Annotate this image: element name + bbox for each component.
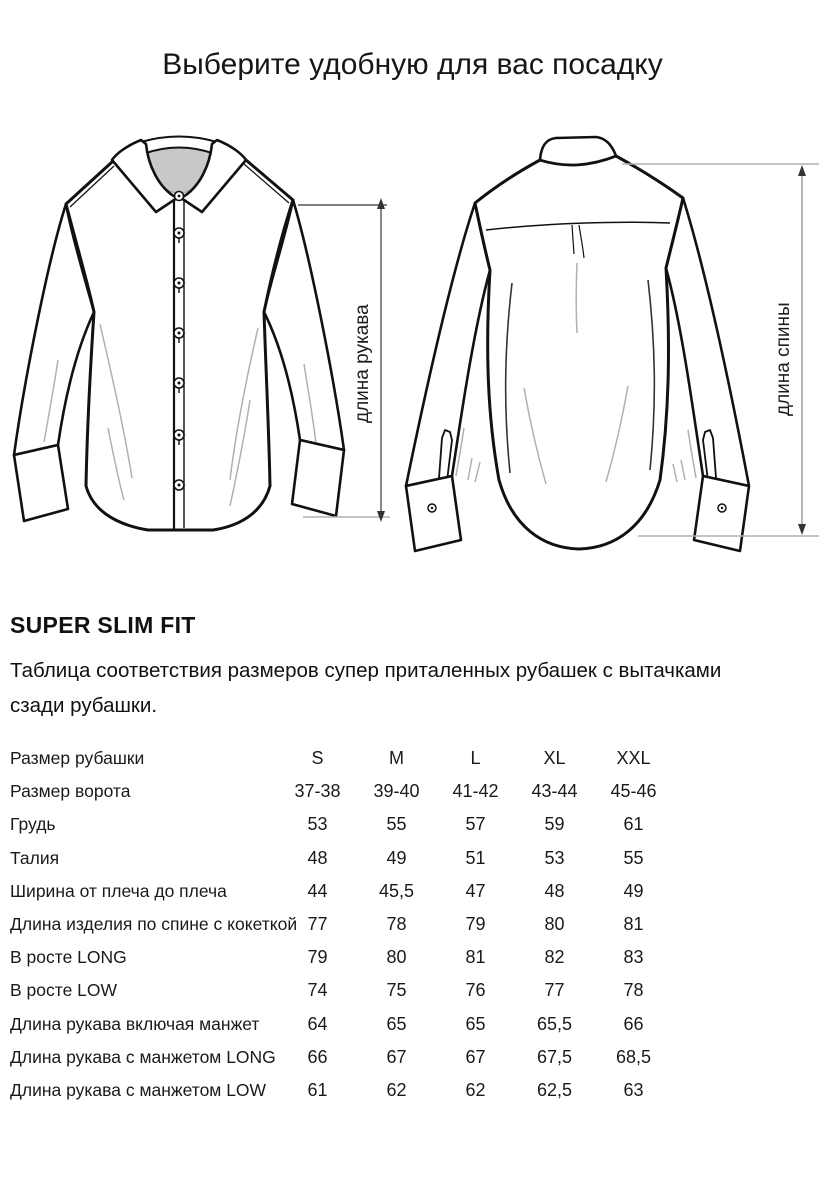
shirt-front-drawing bbox=[8, 128, 400, 552]
size-value-cell: 79 bbox=[465, 914, 486, 935]
size-value-cell: 77 bbox=[307, 914, 328, 935]
fit-description bbox=[10, 653, 721, 723]
size-value-cell: 62 bbox=[465, 1079, 486, 1100]
size-value-cell: L bbox=[470, 748, 481, 769]
size-value-cell: 65 bbox=[465, 1013, 486, 1034]
size-value-cell: 74 bbox=[307, 980, 328, 1001]
size-value-cell: 41-42 bbox=[452, 781, 499, 802]
size-value-cell: 49 bbox=[623, 880, 644, 901]
size-value-cell: 67,5 bbox=[536, 1046, 573, 1067]
size-value-cell: 45-46 bbox=[610, 781, 657, 802]
size-value-cell: 81 bbox=[623, 914, 644, 935]
size-value-cell: 68,5 bbox=[615, 1046, 652, 1067]
row-label: Ширина от плеча до плеча bbox=[10, 880, 227, 901]
row-label: В росте LOW bbox=[10, 980, 118, 1001]
back-length-label: длина спины bbox=[773, 302, 794, 416]
size-value-cell: 55 bbox=[386, 814, 407, 835]
size-value-cell: 65,5 bbox=[536, 1013, 573, 1034]
size-value-cell: 44 bbox=[307, 880, 328, 901]
size-value-cell: 59 bbox=[544, 814, 565, 835]
row-label: Длина рукава с манжетом LONG bbox=[10, 1046, 276, 1067]
size-value-cell: 81 bbox=[465, 947, 486, 968]
size-value-cell: 75 bbox=[386, 980, 407, 1001]
size-value-cell: 55 bbox=[623, 847, 644, 868]
back-collar bbox=[540, 137, 616, 165]
row-label: Длина рукава с манжетом LOW bbox=[10, 1079, 267, 1100]
size-value-cell: 51 bbox=[465, 847, 486, 868]
size-value-cell: 67 bbox=[386, 1046, 407, 1067]
size-value-cell: 67 bbox=[465, 1046, 486, 1067]
size-value-cell: 62 bbox=[386, 1079, 407, 1100]
row-label: Грудь bbox=[10, 814, 56, 835]
size-value-cell: 48 bbox=[544, 880, 565, 901]
row-label: Длина рукава включая манжет bbox=[10, 1013, 260, 1034]
fit-heading: SUPER SLIM FIT bbox=[10, 612, 196, 638]
size-value-cell: 80 bbox=[386, 947, 407, 968]
size-value-cell: 66 bbox=[307, 1046, 328, 1067]
size-value-cell: 80 bbox=[544, 914, 565, 935]
size-value-cell: 48 bbox=[307, 847, 328, 868]
size-value-cell: 61 bbox=[623, 814, 644, 835]
fit-description-line1: Таблица соответствия размеров супер приталенных рубашек с вытачками bbox=[10, 659, 722, 682]
size-value-cell: 79 bbox=[307, 947, 328, 968]
size-value-cell: 82 bbox=[544, 947, 565, 968]
size-value-cell: XL bbox=[543, 748, 566, 769]
row-label: В росте LONG bbox=[10, 947, 127, 968]
sleeve-length-label: длина рукава bbox=[352, 304, 373, 423]
size-value-cell: 53 bbox=[544, 847, 565, 868]
page-title: Выберите удобную для вас посадку bbox=[162, 48, 663, 81]
size-value-cell: 47 bbox=[465, 880, 486, 901]
size-value-cell: 49 bbox=[386, 847, 407, 868]
size-value-cell: S bbox=[311, 748, 324, 769]
size-table bbox=[10, 742, 673, 1107]
size-value-cell: 62,5 bbox=[536, 1079, 573, 1100]
size-value-cell: 39-40 bbox=[373, 781, 420, 802]
size-value-cell: 43-44 bbox=[531, 781, 578, 802]
size-value-cell: 66 bbox=[623, 1013, 644, 1034]
size-value-cell: 53 bbox=[307, 814, 328, 835]
row-label: Талия bbox=[10, 847, 60, 868]
size-value-cell: 77 bbox=[544, 980, 565, 1001]
size-value-cell: XXL bbox=[616, 748, 651, 769]
size-value-cell: 83 bbox=[623, 947, 644, 968]
size-value-cell: 65 bbox=[386, 1013, 407, 1034]
shirt-back-drawing bbox=[398, 128, 825, 555]
size-value-cell: 61 bbox=[307, 1079, 328, 1100]
row-label: Размер рубашки bbox=[10, 748, 145, 769]
size-value-cell: 76 bbox=[465, 980, 486, 1001]
size-value-cell: 78 bbox=[386, 914, 407, 935]
size-value-cell: 64 bbox=[307, 1013, 328, 1034]
size-value-cell: 45,5 bbox=[378, 880, 415, 901]
row-label: Длина изделия по спине с кокеткой bbox=[10, 914, 298, 935]
size-value-cell: 78 bbox=[623, 980, 644, 1001]
row-label: Размер ворота bbox=[10, 781, 131, 802]
size-value-cell: 63 bbox=[623, 1079, 644, 1100]
fit-description-line2: сзади рубашки. bbox=[10, 694, 158, 717]
size-value-cell: 57 bbox=[465, 814, 486, 835]
size-value-cell: 37-38 bbox=[294, 781, 341, 802]
size-value-cell: M bbox=[389, 748, 404, 769]
